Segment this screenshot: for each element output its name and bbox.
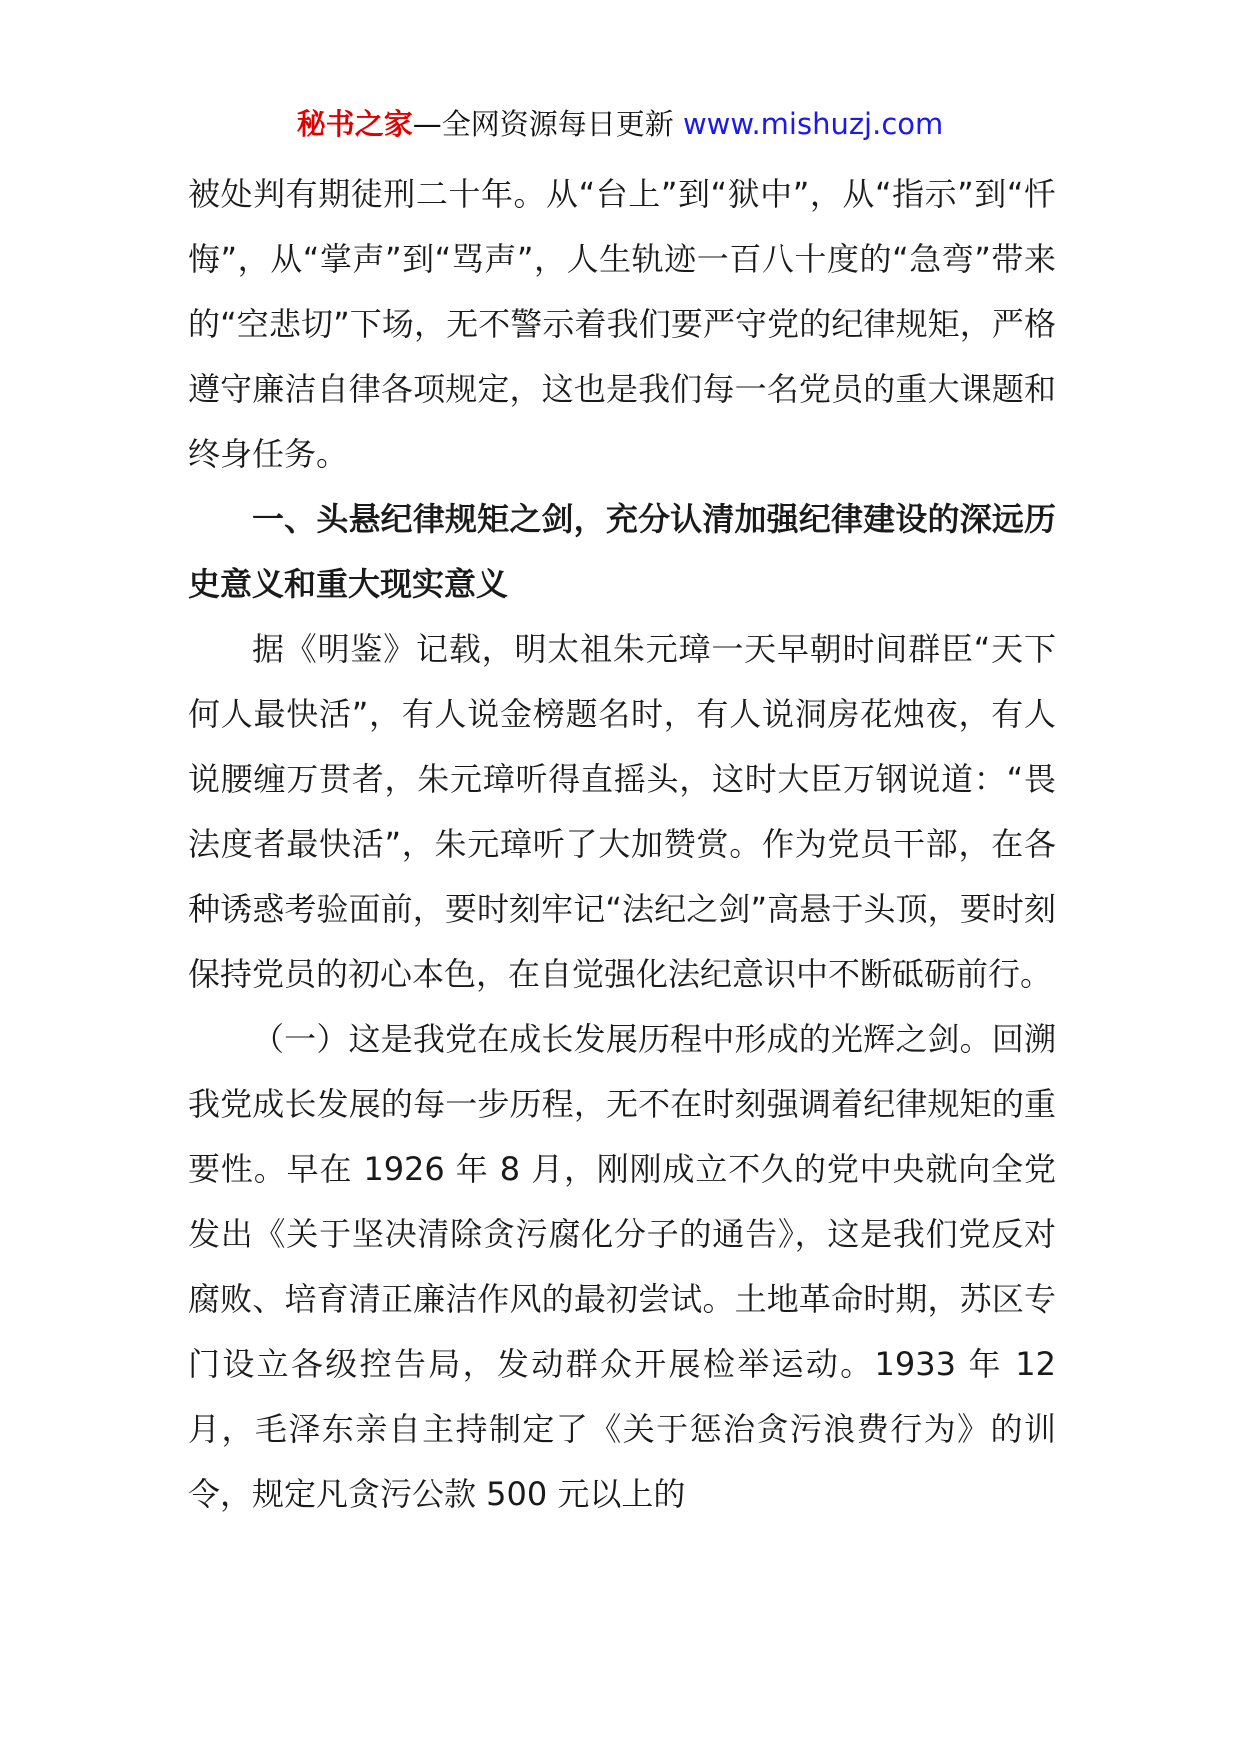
paragraph-subsection-one: （一）这是我党在成长发展历程中形成的光辉之剑。回溯我党成长发展的每一步历程，无不在时刻强调着纪律规矩的重要性。早在 1926 年 8 月，刚刚成立不久的党中央就向全党发出《关于坚决清除贪污腐化分子的通告》，这是我们党反对腐败、培育清正廉洁作风的最初尝试。土地革命时期，苏区专门设立各级控告局，发动群众开展检举运动。1933 年 12 月，毛泽东亲自主持制定了《关于惩治贪污浪费行为》的训令，规定凡贪污公款 500 元以上的: [188, 1020, 1056, 1513]
header-slogan: —全网资源每日更新: [412, 107, 674, 141]
site-url-link[interactable]: www.mishuzj.com: [682, 107, 944, 141]
paragraph-mingjian: 据《明鉴》记载，明太祖朱元璋一天早朝时间群臣“天下何人最快活”，有人说金榜题名时，有人说洞房花烛夜，有人说腰缠万贯者，朱元璋听得直摇头，这时大臣万钢说道：“畏法度者最快活”，朱元璋听了大加赞赏。作为党员干部，在各种诱惑考验面前，要时刻牢记“法纪之剑”高悬于头顶，要时刻保持党员的初心本色，在自觉强化法纪意识中不断砥砺前行。: [188, 630, 1056, 993]
paragraph-continuation: 被处判有期徒刑二十年。从“台上”到“狱中”，从“指示”到“忏悔”，从“掌声”到“骂声”，人生轨迹一百八十度的“急弯”带来的“空悲切”下场，无不警示着我们要严守党的纪律规矩，严格遵守廉洁自律各项规定，这也是我们每一名党员的重大课题和终身任务。: [188, 175, 1056, 473]
section-heading: 一、头悬纪律规矩之剑，充分认清加强纪律建设的深远历史意义和重大现实意义: [188, 500, 1056, 603]
brand-name: 秘书之家: [296, 107, 413, 141]
page-header: [0, 104, 1240, 144]
document-body: [188, 162, 1056, 1527]
